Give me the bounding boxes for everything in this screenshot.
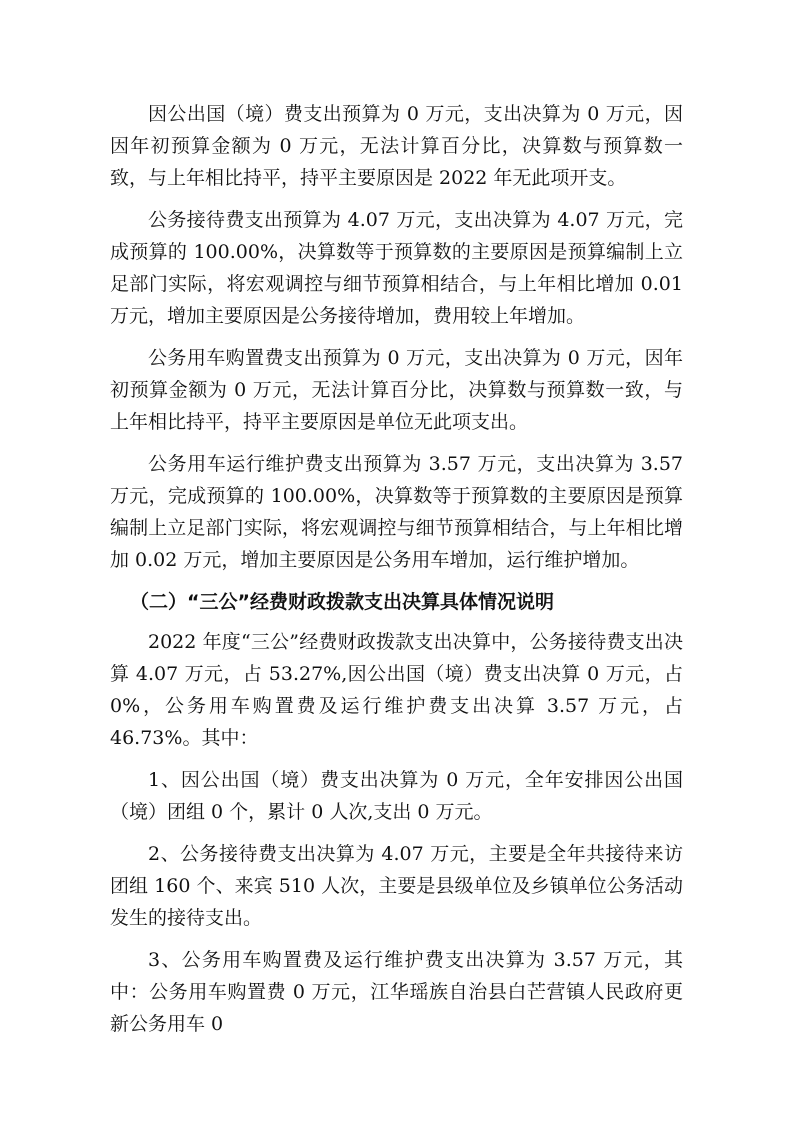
paragraph-summary: 2022 年度“三公”经费财政拨款支出决算中，公务接待费支出决算 4.07 万元，占 53.27%,因公出国（境）费支出决算 0 万元，占 0%，公务用车购置费及运行维护费支出决算 3.57 万元，占 46.73%。其中： (110, 631, 683, 749)
section-heading: （二）“三公”经费财政拨款支出决算具体情况说明 (130, 591, 554, 613)
paragraph-vehicle-purchase: 公务用车购置费支出预算为 0 万元，支出决算为 0 万元，因年初预算金额为 0 万元，无法计算百分比，决算数与预算数一致，与上年相比持平，持平主要原因是单位无此项支出。 (110, 347, 683, 433)
paragraph-vehicle-maintenance: 公务用车运行维护费支出预算为 3.57 万元，支出决算为 3.57 万元，完成预算的 100.00%，决算数等于预算数的主要原因是预算编制上立足部门实际，将宏观调控与细节预算相结合，与上年相比增加 0.02 万元，增加主要原因是公务用车增加，运行维护增加。 (110, 453, 683, 571)
paragraph-reception: 公务接待费支出预算为 4.07 万元，支出决算为 4.07 万元，完成预算的 100.00%，决算数等于预算数的主要原因是预算编制上立足部门实际，将宏观调控与细节预算相结合，与上年相比增加 0.01 万元，增加主要原因是公务接待增加，费用较上年增加。 (110, 209, 683, 327)
paragraph-overseas-travel: 因公出国（境）费支出预算为 0 万元，支出决算为 0 万元，因因年初预算金额为 0 万元，无法计算百分比，决算数与预算数一致，与上年相比持平，持平主要原因是 2022 年无此项开支。 (110, 103, 683, 189)
list-item-vehicles: 3、公务用车购置费及运行维护费支出决算为 3.57 万元，其中：公务用车购置费 0 万元，江华瑶族自治县白芒营镇人民政府更新公务用车 0 (110, 949, 683, 1035)
list-item-overseas: 1、因公出国（境）费支出决算为 0 万元，全年安排因公出国（境）团组 0 个，累计 0 人次,支出 0 万元。 (110, 769, 683, 823)
list-item-reception: 2、公务接待费支出决算为 4.07 万元，主要是全年共接待来访团组 160 个、来宾 510 人次，主要是县级单位及乡镇单位公务活动发生的接待支出。 (110, 843, 683, 929)
